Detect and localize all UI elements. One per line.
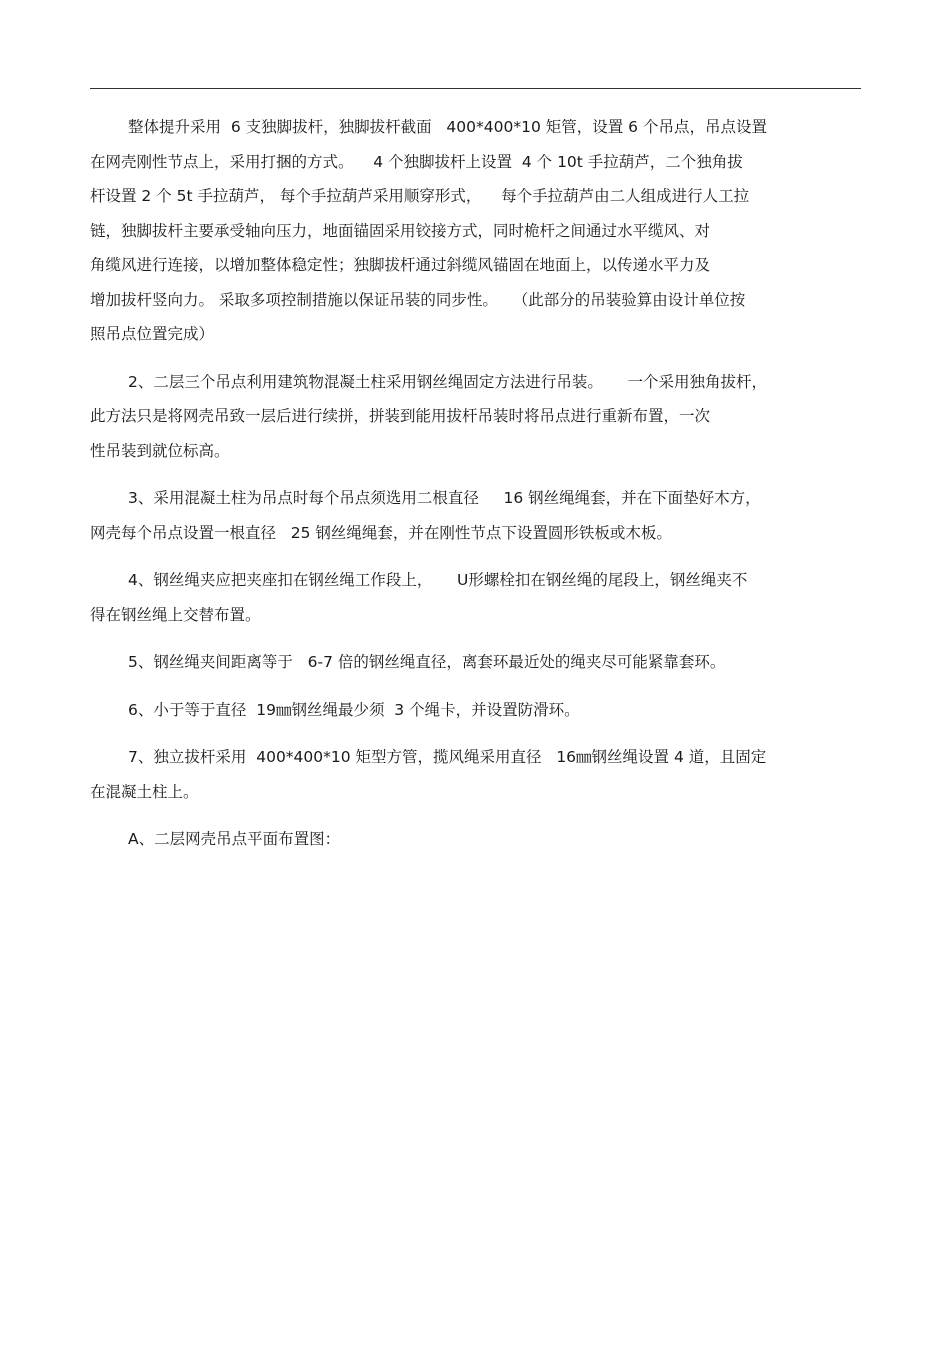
text-line: 杆设置 2 个 5t 手拉葫芦， 每个手拉葫芦采用顺穿形式， 每个手拉葫芦由二人组成进行人工拉 xyxy=(90,187,750,205)
text-line: 网壳每个吊点设置一根直径 25 钢丝绳绳套，并在刚性节点下设置圆形铁板或木板。 xyxy=(90,523,672,542)
text-line: 在混凝土柱上。 xyxy=(90,782,199,801)
paragraph-lifting-overview xyxy=(90,110,861,352)
paragraph-item-6 xyxy=(90,693,861,728)
text-line: A、二层网壳吊点平面布置图： xyxy=(128,830,341,848)
text-line: 得在钢丝绳上交替布置。 xyxy=(90,605,261,624)
paragraph-item-7 xyxy=(90,740,861,809)
text-line: 在网壳刚性节点上，采用打捆的方式。 4 个独脚拔杆上设置 4 个 10t 手拉葫芦，二个独角拔 xyxy=(90,152,743,171)
paragraph-item-3 xyxy=(90,481,861,550)
text-line: 此方法只是将网壳吊致一层后进行续拼，拼装到能用拔杆吊装时将吊点进行重新布置，一次 xyxy=(90,407,711,425)
text-line: 5、钢丝绳夹间距离等于 6-7 倍的钢丝绳直径，离套环最近处的绳夹尽可能紧靠套环。 xyxy=(128,653,726,671)
section-heading-a xyxy=(90,822,861,857)
text-line: 角缆风进行连接，以增加整体稳定性；独脚拔杆通过斜缆风锚固在地面上，以传递水平力及 xyxy=(90,256,711,274)
text-line: 4、钢丝绳夹应把夹座扣在钢丝绳工作段上， U形螺栓扣在钢丝绳的尾段上，钢丝绳夹不 xyxy=(128,571,748,589)
header-rule xyxy=(90,88,861,89)
text-line: 3、采用混凝土柱为吊点时每个吊点须选用二根直径 16 钢丝绳绳套，并在下面垫好木方， xyxy=(128,489,761,507)
paragraph-item-2 xyxy=(90,365,861,469)
paragraph-item-5 xyxy=(90,645,861,680)
paragraph-item-4 xyxy=(90,563,861,632)
text-line: 6、小于等于直径 19㎜钢丝绳最少须 3 个绳卡，并设置防滑环。 xyxy=(128,700,580,719)
text-line: 性吊装到就位标高。 xyxy=(90,441,230,460)
text-line: 增加拔杆竖向力。 采取多项控制措施以保证吊装的同步性。 （此部分的吊装验算由设计单位按 xyxy=(90,290,746,309)
text-line: 整体提升采用 6 支独脚拔杆，独脚拔杆截面 400*400*10 矩管，设置 6 个吊点，吊点设置 xyxy=(128,118,767,136)
document-body xyxy=(90,110,861,870)
text-line: 2、二层三个吊点利用建筑物混凝土柱采用钢丝绳固定方法进行吊装。 一个采用独角拔杆， xyxy=(128,372,767,391)
text-line: 链，独脚拔杆主要承受轴向压力，地面锚固采用铰接方式，同时桅杆之间通过水平缆风、对 xyxy=(90,221,711,240)
text-line: 照吊点位置完成） xyxy=(90,325,215,343)
text-line: 7、独立拔杆采用 400*400*10 矩型方管，揽风绳采用直径 16㎜钢丝绳设置 4 道，且固定 xyxy=(128,748,767,766)
